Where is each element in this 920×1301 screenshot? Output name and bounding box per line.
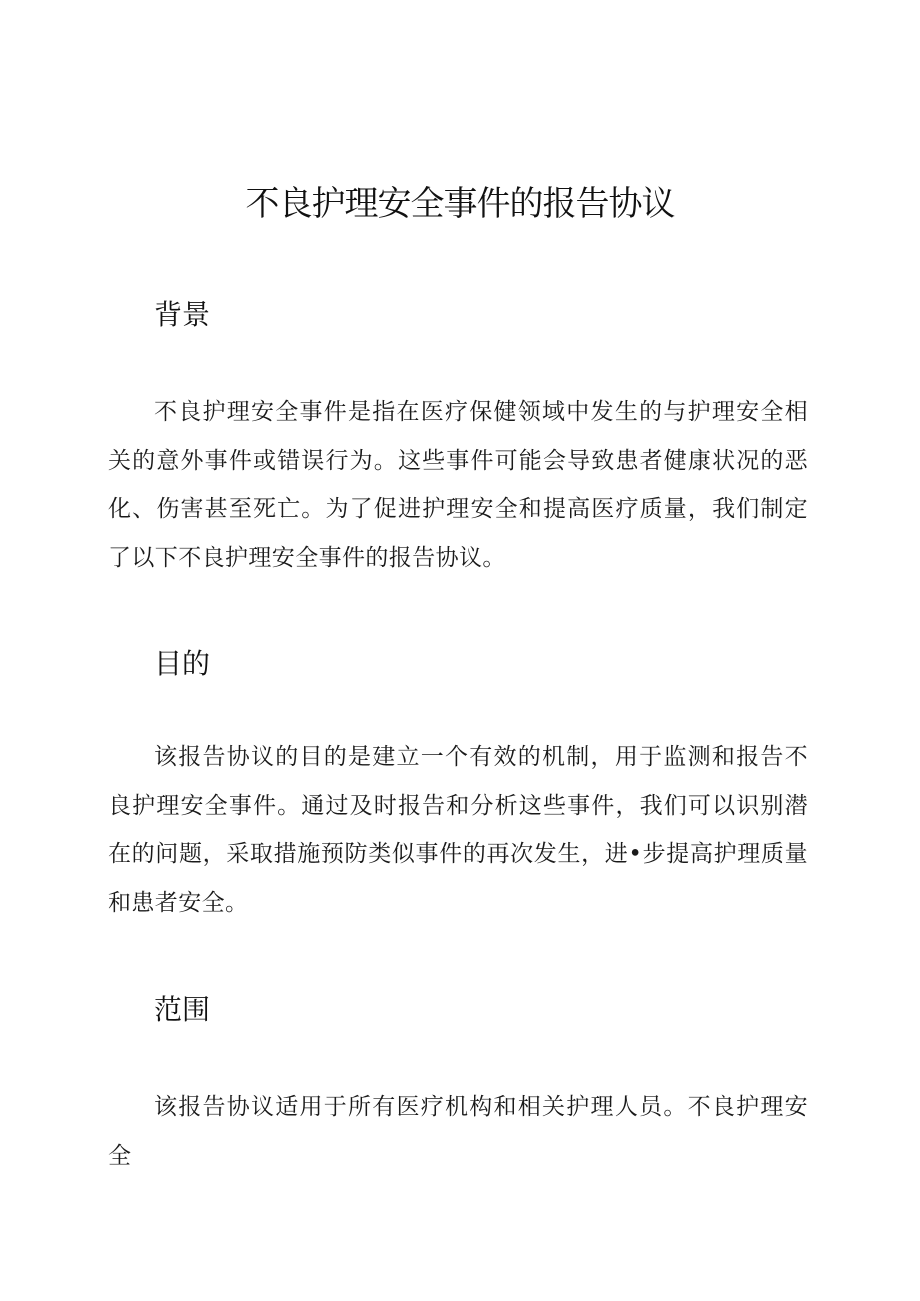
section-heading-purpose: 目的 [154,647,211,680]
section-body-background: 不良护理安全事件是指在医疗保健领域中发生的与护理安全相关的意外事件或错误行为。这些事件可能会导致患者健康状况的恶化、伤害甚至死亡。为了促进护理安全和提高医疗质量，我们制定了以下不良护理安全事件的报告协议。 [108,399,808,571]
section-body-purpose: 该报告协议的目的是建立一个有效的机制，用于监测和报告不良护理安全事件。通过及时报告和分析这些事件，我们可以识别潜在的问题，采取措施预防类似事件的再次发生，进•步提高护理质量和患者安全。 [108,744,808,916]
document-title: 不良护理安全事件的报告协议 [245,184,675,224]
section-heading-scope: 范围 [154,993,211,1026]
section-heading-background: 背景 [154,298,211,331]
section-body-scope: 该报告协议适用于所有医疗机构和相关护理人员。不良护理安全 [108,1094,808,1169]
